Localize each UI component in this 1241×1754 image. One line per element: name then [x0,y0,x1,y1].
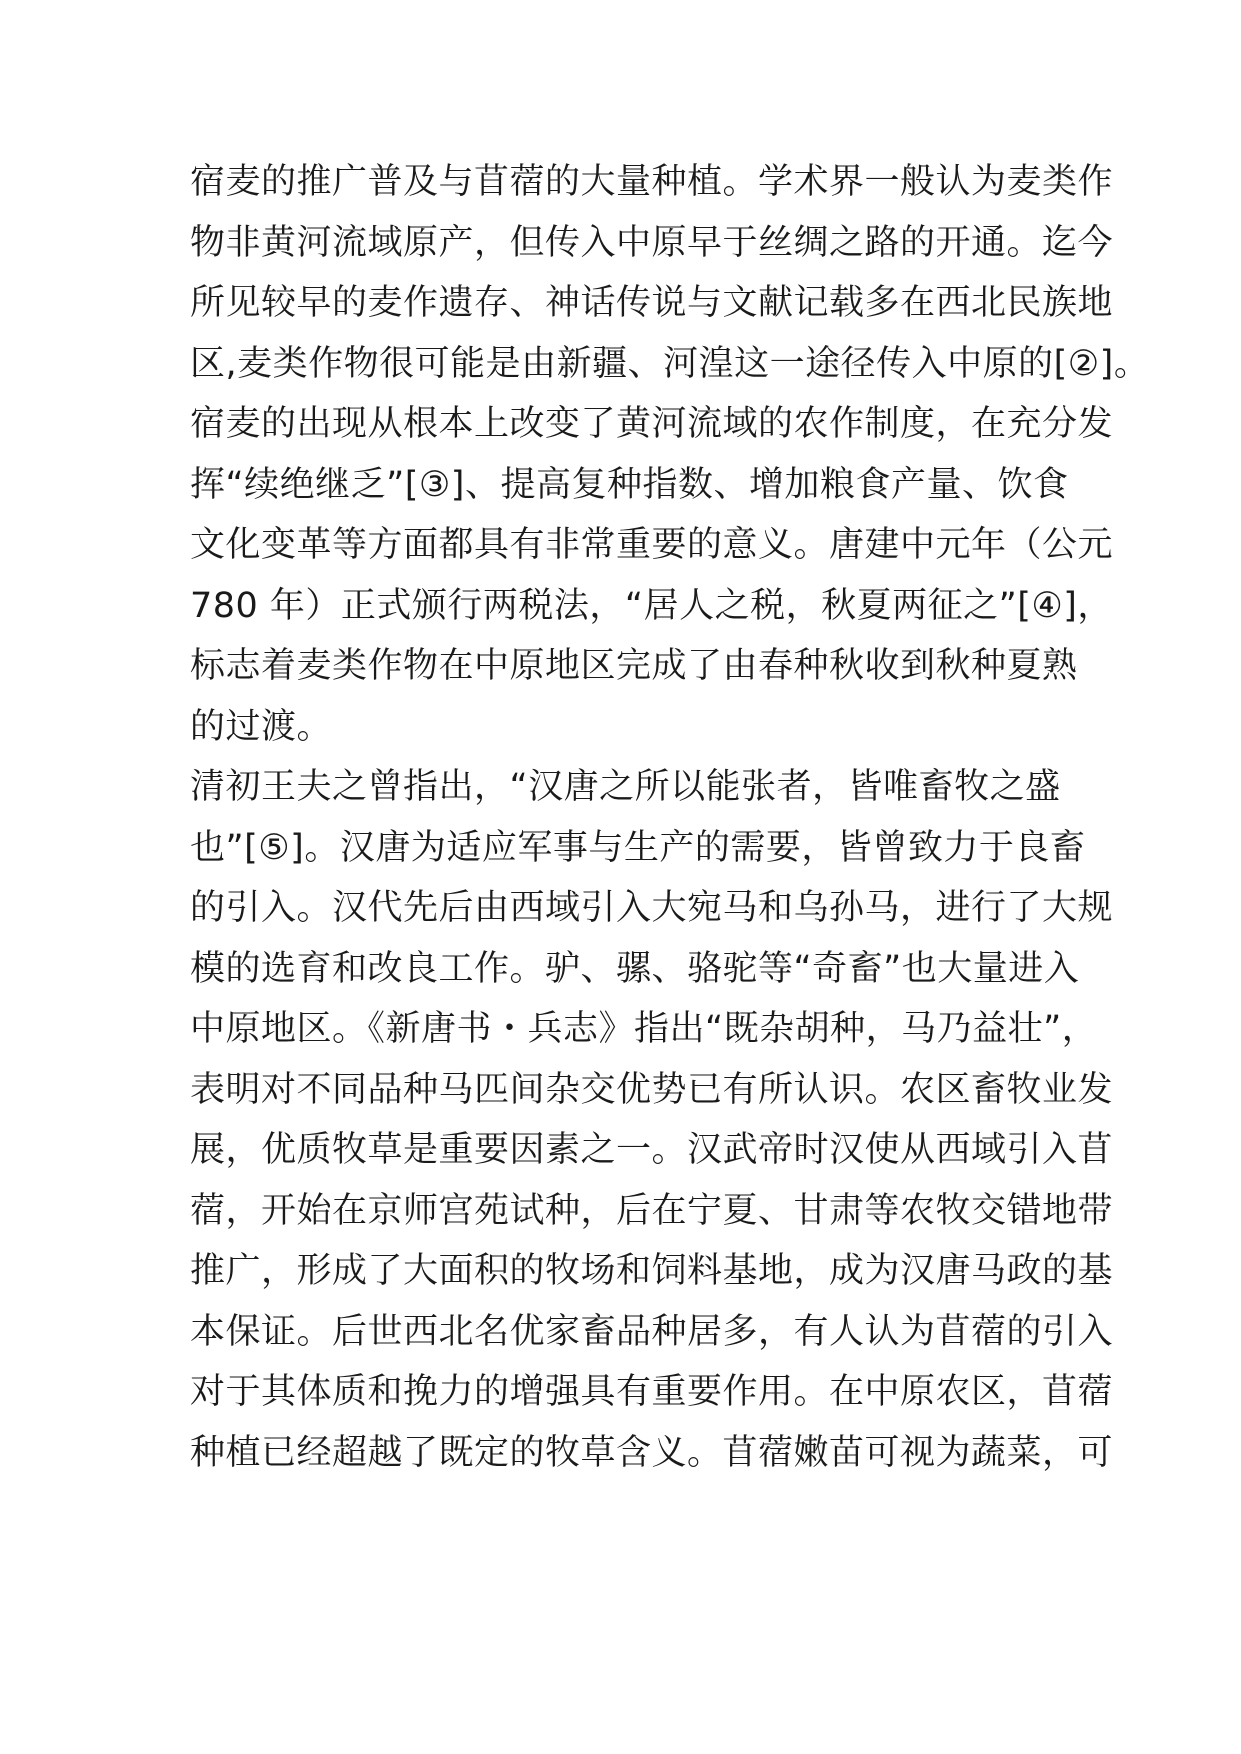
text-line: 蓿，开始在京师宫苑试种，后在宁夏、甘肃等农牧交错地带 [190,1190,1114,1231]
text-line: 展，优质牧草是重要因素之一。汉武帝时汉使从西域引入苜 [190,1130,1114,1170]
text-line: 本保证。后世西北名优家畜品种居多，有人认为苜蓿的引入 [190,1311,1114,1352]
text-line: 中原地区。《新唐书・兵志》指出“既杂胡种，马乃益壮”， [190,1009,1098,1049]
text-line: 的引入。汉代先后由西域引入大宛马和乌孙马，进行了大规 [190,888,1114,928]
text-line: 物非黄河流域原产，但传入中原早于丝绸之路的开通。迄今 [190,222,1114,263]
text-line: 挥“续绝继乏”[③]、提高复种指数、增加粮食产量、饮食 [190,464,1069,505]
text-line: 文化变革等方面都具有非常重要的意义。唐建中元年（公元 [190,525,1114,565]
text-line: 种植已经超越了既定的牧草含义。苜蓿嫩苗可视为蔬菜，可 [190,1432,1114,1473]
text-line: 宿麦的推广普及与苜蓿的大量种植。学术界一般认为麦类作 [190,162,1114,202]
body-text [190,152,1150,1483]
text-line: 区,麦类作物很可能是由新疆、河湟这一途径传入中原的[②]。 [190,343,1150,384]
text-line: 标志着麦类作物在中原地区完成了由春种秋收到秋种夏熟 [190,646,1078,686]
text-line: 780 年）正式颁行两税法，“居人之税，秋夏两征之”[④]， [190,585,1113,626]
text-line: 的过渡。 [190,706,333,747]
text-line: 推广，形成了大面积的牧场和饲料基地，成为汉唐马政的基 [190,1251,1114,1291]
text-line: 也”[⑤]。汉唐为适应军事与生产的需要，皆曾致力于良畜 [190,827,1086,868]
text-line: 清初王夫之曾指出，“汉唐之所以能张者，皆唯畜牧之盛 [190,767,1061,807]
text-line: 表明对不同品种马匹间杂交优势已有所认识。农区畜牧业发 [190,1069,1114,1110]
text-line: 宿麦的出现从根本上改变了黄河流域的农作制度，在充分发 [190,404,1114,444]
text-line: 模的选育和改良工作。驴、骡、骆驼等“奇畜”也大量进入 [190,948,1080,989]
text-line: 所见较早的麦作遗存、神话传说与文献记载多在西北民族地 [190,283,1114,323]
text-line: 对于其体质和挽力的增强具有重要作用。在中原农区，苜蓿 [190,1372,1114,1412]
